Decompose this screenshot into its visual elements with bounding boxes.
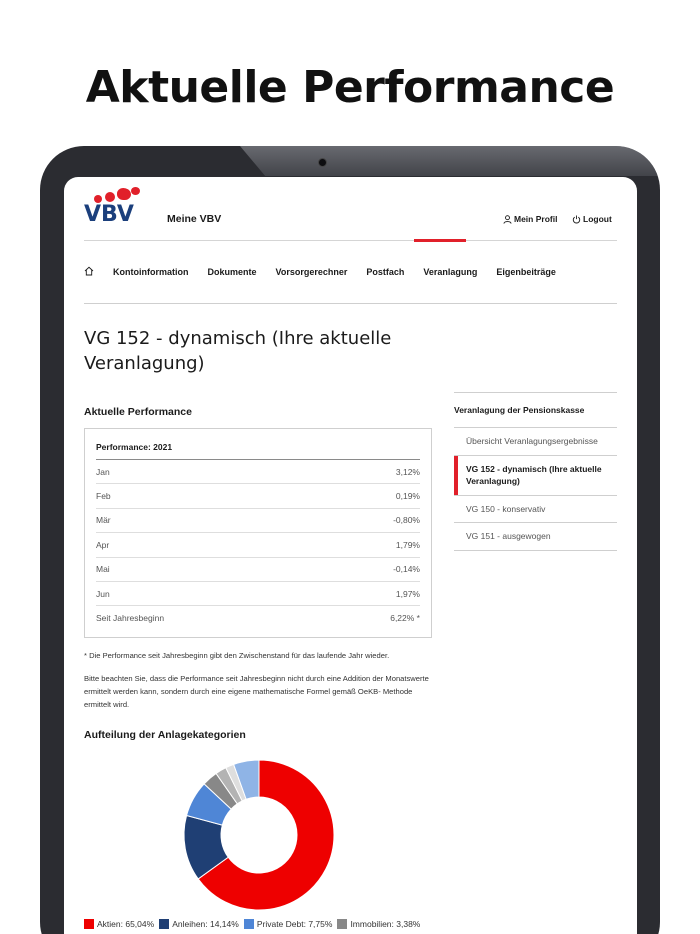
row-value: -0,14% <box>393 564 420 575</box>
legend-swatch <box>84 919 94 929</box>
footnote: * Die Performance seit Jahresbeginn gibt den Zwischenstand für das laufende Jahr wieder. <box>84 651 390 660</box>
sidebar-item-vg150[interactable]: VG 150 - konservativ <box>454 496 617 524</box>
row-label: Mär <box>96 515 111 526</box>
camera-icon <box>318 158 327 167</box>
nav-vorsorgerechner[interactable]: Vorsorgerechner <box>275 267 348 277</box>
profile-link[interactable] <box>503 214 557 224</box>
row-label: Apr <box>96 539 110 550</box>
legend-item-private-debt[interactable] <box>244 919 333 929</box>
home-icon <box>84 266 94 276</box>
performance-table <box>84 428 432 638</box>
legend-label: Aktien: 65,04% <box>97 919 155 929</box>
legend-swatch <box>244 919 254 929</box>
method-note: Bitte beachten Sie, dass die Performance seit Jahresbeginn nicht durch eine Addition der Monatswerte ermittelt werden kann, sondern durch eine eigene mathematische Formel gemäß OeKB- Methode ermittelt wird. <box>84 674 429 709</box>
legend-item-anleihen[interactable] <box>159 919 239 929</box>
nav-veranlagung[interactable]: Veranlagung <box>423 267 478 277</box>
table-row <box>96 581 420 605</box>
user-icon <box>503 215 512 224</box>
nav-dokumente[interactable]: Dokumente <box>207 267 257 277</box>
row-label: Jun <box>96 588 110 599</box>
row-value: 3,12% <box>395 466 420 477</box>
row-value: 6,22% * <box>390 613 420 624</box>
legend-item-immobilien[interactable] <box>337 919 420 929</box>
main-nav <box>84 266 575 278</box>
performance-heading: Aktuelle Performance <box>84 406 192 418</box>
legend-swatch <box>159 919 169 929</box>
logo-dot <box>131 187 140 195</box>
row-value: 0,19% <box>395 491 420 502</box>
logo-text: VBV <box>84 202 134 227</box>
logo-dot <box>105 192 115 202</box>
table-row <box>96 557 420 581</box>
legend-label: Immobilien: 3,38% <box>350 919 421 929</box>
row-value: -0,80% <box>393 515 420 526</box>
row-label: Jan <box>96 466 110 477</box>
table-row <box>96 508 420 532</box>
chart-legend <box>84 919 425 929</box>
profile-label: Mein Profil <box>514 214 558 224</box>
power-icon <box>572 215 581 224</box>
table-row <box>96 605 420 629</box>
app-screen <box>64 177 637 934</box>
nav-eigenbeitraege[interactable]: Eigenbeiträge <box>496 267 556 277</box>
row-label: Feb <box>96 491 111 502</box>
header-divider <box>84 240 617 241</box>
row-value: 1,79% <box>395 539 420 550</box>
sidebar <box>454 392 617 551</box>
app-title: Meine VBV <box>167 213 222 225</box>
logo-dot <box>117 188 131 200</box>
allocation-heading: Aufteilung der Anlagekategorien <box>84 729 246 741</box>
table-row <box>96 459 420 483</box>
logout-label: Logout <box>583 214 612 224</box>
legend-label: Anleihen: 14,14% <box>172 919 239 929</box>
page-title: VG 152 - dynamisch (Ihre aktuelle Veranlagung) <box>84 328 392 374</box>
sidebar-title: Veranlagung der Pensionskasse <box>454 393 617 428</box>
legend-label: Private Debt: 7,75% <box>256 919 333 929</box>
sidebar-item-uebersicht[interactable]: Übersicht Veranlagungsergebnisse <box>454 428 617 456</box>
row-label: Mai <box>96 564 110 575</box>
sidebar-item-vg151[interactable]: VG 151 - ausgewogen <box>454 523 617 551</box>
legend-swatch <box>337 919 347 929</box>
vbv-logo[interactable] <box>84 187 146 225</box>
tablet-sheen <box>240 146 660 176</box>
performance-table-title: Performance: 2021 <box>96 442 173 452</box>
sidebar-item-vg152[interactable]: VG 152 - dynamisch (Ihre aktuelle Veranlagung) <box>454 456 617 496</box>
row-value: 1,97% <box>395 588 420 599</box>
allocation-donut-chart <box>179 755 339 915</box>
nav-home[interactable] <box>84 266 94 278</box>
legend-item-aktien[interactable] <box>84 919 154 929</box>
nav-postfach[interactable]: Postfach <box>366 267 405 277</box>
nav-kontoinformation[interactable]: Kontoinformation <box>113 267 189 277</box>
headline: Aktuelle Performance <box>85 62 615 113</box>
table-row <box>96 483 420 507</box>
row-label: Seit Jahresbeginn <box>96 613 165 624</box>
nav-active-indicator <box>414 239 466 242</box>
table-row <box>96 532 420 556</box>
logout-link[interactable] <box>572 214 612 224</box>
nav-divider <box>84 303 617 304</box>
